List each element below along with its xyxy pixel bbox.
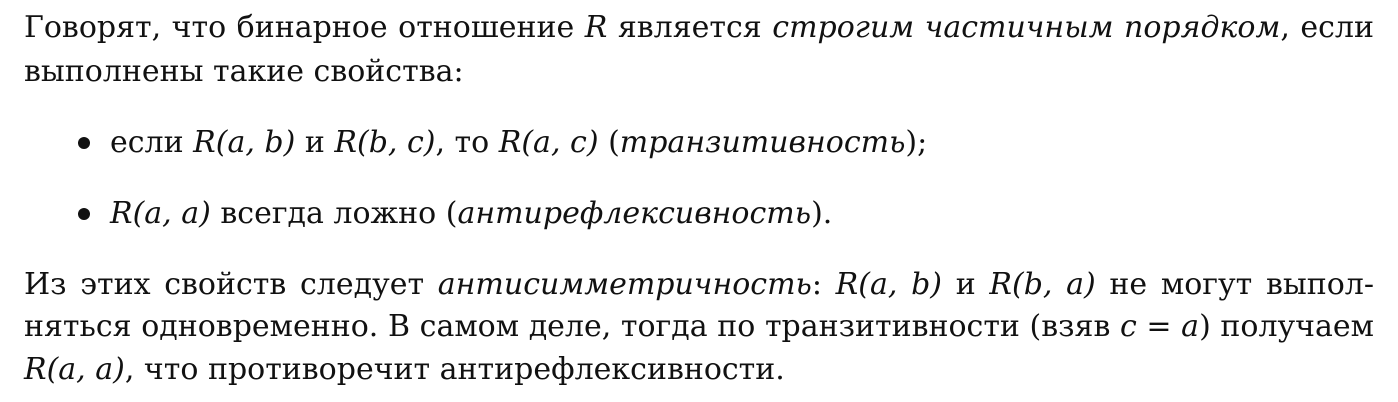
text: и xyxy=(942,267,990,302)
paragraph-2-line-2 xyxy=(24,307,1374,347)
text: ) получаем xyxy=(1199,309,1374,344)
list-item-transitivity xyxy=(110,123,927,163)
math-expr: c = a xyxy=(1119,309,1200,344)
text: Из этих свойств следует xyxy=(24,267,438,302)
text: и xyxy=(295,125,335,160)
paragraph-2-line-3 xyxy=(24,350,785,390)
bullet-icon xyxy=(78,208,90,220)
text: ). xyxy=(811,196,833,231)
paragraph-1-line-2: выполнены такие свойства: xyxy=(24,54,464,89)
term-antireflexivity: антирефлексивность xyxy=(457,196,812,231)
list-item-antireflexivity xyxy=(110,194,832,234)
text: , если xyxy=(1280,10,1374,45)
document-page xyxy=(24,0,1374,402)
text: является xyxy=(607,10,773,45)
text: няться одновременно. В самом деле, тогда по транзитивности (взяв xyxy=(24,309,1120,344)
text: , что противоречит антирефлексивности. xyxy=(124,352,785,387)
term-strict-partial-order: строгим частичным порядком xyxy=(772,10,1281,45)
text: ( xyxy=(598,125,620,160)
math-r: R xyxy=(584,10,608,45)
math-expr: R(a, a) xyxy=(24,352,125,387)
text: если xyxy=(110,125,194,160)
math-expr: R(a, b) xyxy=(835,267,942,302)
text: не могут выпол- xyxy=(1095,267,1374,302)
term-antisymmetry: антисимметричность xyxy=(437,267,812,302)
math-expr: R(b, a) xyxy=(989,267,1096,302)
bullet-icon xyxy=(78,137,90,149)
math-expr: R(a, a) xyxy=(110,196,211,231)
text: , то xyxy=(435,125,499,160)
math-expr: R(a, c) xyxy=(498,125,599,160)
paragraph-1-line-1 xyxy=(24,8,1374,48)
text: всегда ложно ( xyxy=(210,196,458,231)
math-expr: R(a, b) xyxy=(193,125,296,160)
term-transitivity: транзитивность xyxy=(619,125,906,160)
text: Говорят, что бинарное отношение xyxy=(24,10,585,45)
text: : xyxy=(811,267,836,302)
math-expr: R(b, c) xyxy=(334,125,436,160)
paragraph-2-line-1 xyxy=(24,265,1374,305)
text: ); xyxy=(905,125,928,160)
